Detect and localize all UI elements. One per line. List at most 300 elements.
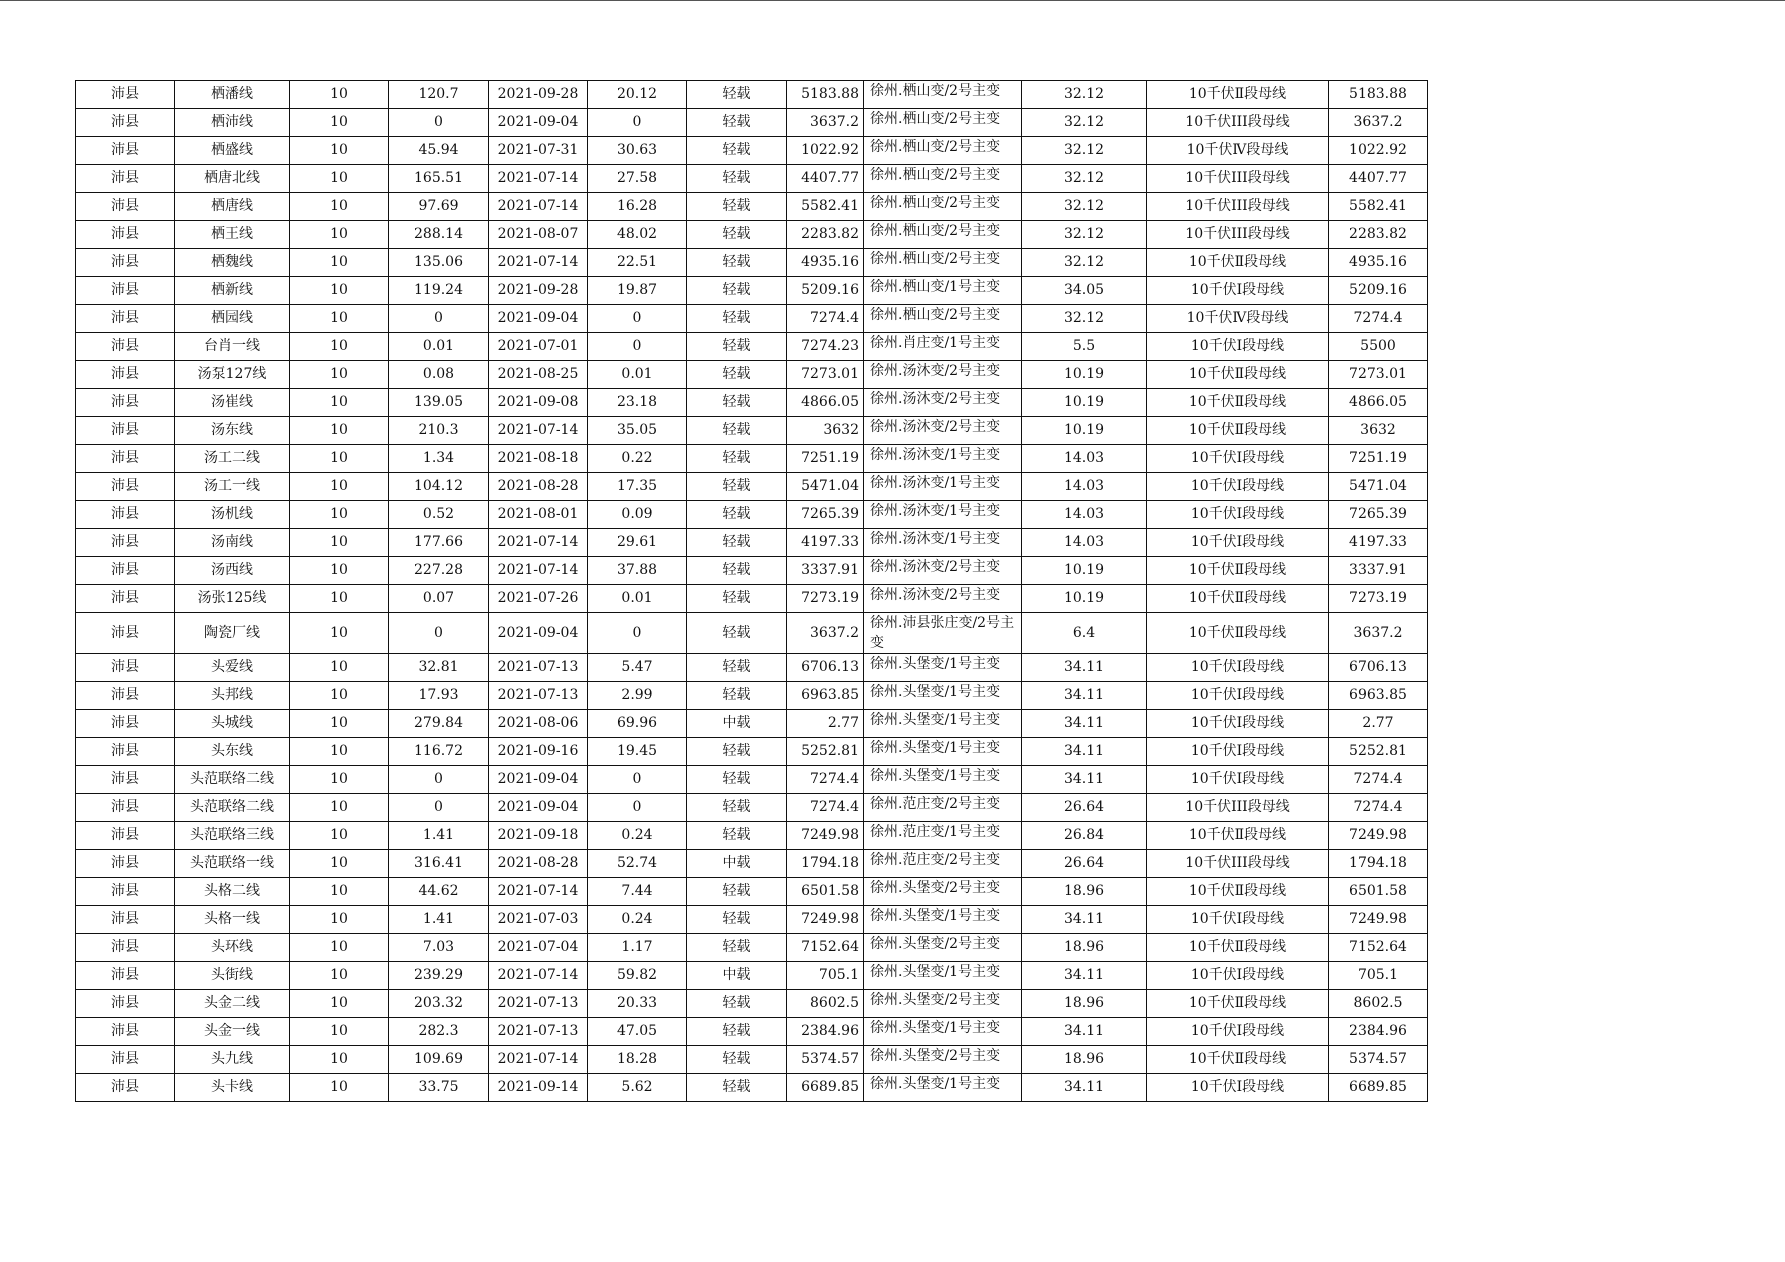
cell-voltage: 10 <box>290 613 389 654</box>
cell-current: 116.72 <box>389 738 489 766</box>
cell-date: 2021-08-25 <box>489 361 588 389</box>
cell-load-status: 轻载 <box>687 333 787 361</box>
cell-available-capacity: 4407.77 <box>1329 165 1428 193</box>
cell-substation: 徐州.栖山变/2号主变 <box>864 249 1022 277</box>
cell-date: 2021-07-04 <box>489 934 588 962</box>
cell-main-transformer-load: 32.12 <box>1022 221 1147 249</box>
cell-voltage: 10 <box>290 361 389 389</box>
cell-bus-section: 10千伏Ⅰ段母线 <box>1147 710 1329 738</box>
cell-date: 2021-07-14 <box>489 878 588 906</box>
cell-capacity: 7274.4 <box>787 305 864 333</box>
cell-load-status: 轻载 <box>687 934 787 962</box>
cell-load-status: 轻载 <box>687 682 787 710</box>
cell-current: 33.75 <box>389 1074 489 1102</box>
cell-voltage: 10 <box>290 585 389 613</box>
cell-available-capacity: 7273.19 <box>1329 585 1428 613</box>
cell-date: 2021-09-04 <box>489 613 588 654</box>
cell-main-transformer-load: 32.12 <box>1022 193 1147 221</box>
cell-bus-section: 10千伏III段母线 <box>1147 109 1329 137</box>
cell-voltage: 10 <box>290 277 389 305</box>
cell-voltage: 10 <box>290 445 389 473</box>
cell-substation: 徐州.头堡变/2号主变 <box>864 990 1022 1018</box>
cell-load-rate: 0 <box>588 333 687 361</box>
cell-substation: 徐州.汤沐变/2号主变 <box>864 585 1022 613</box>
cell-voltage: 10 <box>290 794 389 822</box>
cell-bus-section: 10千伏Ⅰ段母线 <box>1147 1018 1329 1046</box>
cell-substation: 徐州.栖山变/2号主变 <box>864 137 1022 165</box>
cell-current: 120.7 <box>389 81 489 109</box>
table-row <box>76 990 1428 1018</box>
cell-county: 沛县 <box>76 557 175 585</box>
cell-date: 2021-07-13 <box>489 654 588 682</box>
cell-county: 沛县 <box>76 1074 175 1102</box>
cell-available-capacity: 7274.4 <box>1329 766 1428 794</box>
cell-capacity: 8602.5 <box>787 990 864 1018</box>
cell-substation: 徐州.头堡变/2号主变 <box>864 878 1022 906</box>
cell-county: 沛县 <box>76 473 175 501</box>
cell-date: 2021-07-14 <box>489 1046 588 1074</box>
cell-voltage: 10 <box>290 333 389 361</box>
cell-load-rate: 27.58 <box>588 165 687 193</box>
cell-bus-section: 10千伏III段母线 <box>1147 221 1329 249</box>
cell-available-capacity: 6706.13 <box>1329 654 1428 682</box>
cell-date: 2021-07-26 <box>489 585 588 613</box>
cell-main-transformer-load: 10.19 <box>1022 585 1147 613</box>
cell-county: 沛县 <box>76 613 175 654</box>
cell-capacity: 7274.23 <box>787 333 864 361</box>
cell-load-status: 轻载 <box>687 445 787 473</box>
cell-current: 0.01 <box>389 333 489 361</box>
cell-load-rate: 2.99 <box>588 682 687 710</box>
table-row <box>76 962 1428 990</box>
cell-capacity: 705.1 <box>787 962 864 990</box>
cell-date: 2021-09-14 <box>489 1074 588 1102</box>
cell-date: 2021-09-28 <box>489 277 588 305</box>
cell-current: 165.51 <box>389 165 489 193</box>
cell-substation: 徐州.头堡变/1号主变 <box>864 962 1022 990</box>
cell-county: 沛县 <box>76 934 175 962</box>
cell-date: 2021-08-28 <box>489 850 588 878</box>
cell-date: 2021-09-16 <box>489 738 588 766</box>
table-row <box>76 361 1428 389</box>
cell-load-rate: 0.24 <box>588 906 687 934</box>
cell-capacity: 3637.2 <box>787 109 864 137</box>
cell-current: 0 <box>389 109 489 137</box>
cell-line-name: 汤崔线 <box>175 389 290 417</box>
table-row <box>76 305 1428 333</box>
cell-voltage: 10 <box>290 165 389 193</box>
cell-line-name: 栖园线 <box>175 305 290 333</box>
table-row <box>76 794 1428 822</box>
cell-bus-section: 10千伏Ⅱ段母线 <box>1147 417 1329 445</box>
cell-capacity: 7265.39 <box>787 501 864 529</box>
cell-county: 沛县 <box>76 878 175 906</box>
cell-capacity: 3337.91 <box>787 557 864 585</box>
cell-main-transformer-load: 18.96 <box>1022 934 1147 962</box>
cell-line-name: 汤西线 <box>175 557 290 585</box>
cell-voltage: 10 <box>290 221 389 249</box>
table-row <box>76 473 1428 501</box>
cell-substation: 徐州.汤沐变/1号主变 <box>864 473 1022 501</box>
cell-load-status: 轻载 <box>687 794 787 822</box>
cell-bus-section: 10千伏Ⅱ段母线 <box>1147 81 1329 109</box>
cell-substation: 徐州.沛县张庄变/2号主变 <box>864 613 1022 654</box>
cell-line-name: 头九线 <box>175 1046 290 1074</box>
cell-available-capacity: 705.1 <box>1329 962 1428 990</box>
cell-available-capacity: 1022.92 <box>1329 137 1428 165</box>
cell-load-status: 轻载 <box>687 473 787 501</box>
cell-load-status: 轻载 <box>687 585 787 613</box>
cell-bus-section: 10千伏Ⅰ段母线 <box>1147 906 1329 934</box>
cell-voltage: 10 <box>290 557 389 585</box>
cell-line-name: 栖魏线 <box>175 249 290 277</box>
cell-county: 沛县 <box>76 962 175 990</box>
cell-bus-section: 10千伏Ⅱ段母线 <box>1147 878 1329 906</box>
table-row <box>76 501 1428 529</box>
cell-substation: 徐州.栖山变/1号主变 <box>864 277 1022 305</box>
cell-line-name: 栖唐线 <box>175 193 290 221</box>
cell-current: 97.69 <box>389 193 489 221</box>
cell-load-status: 中载 <box>687 850 787 878</box>
cell-line-name: 头东线 <box>175 738 290 766</box>
cell-bus-section: 10千伏Ⅰ段母线 <box>1147 333 1329 361</box>
cell-current: 239.29 <box>389 962 489 990</box>
cell-load-rate: 5.62 <box>588 1074 687 1102</box>
cell-voltage: 10 <box>290 389 389 417</box>
cell-date: 2021-07-14 <box>489 962 588 990</box>
cell-load-status: 轻载 <box>687 1046 787 1074</box>
cell-main-transformer-load: 34.11 <box>1022 710 1147 738</box>
cell-load-rate: 0.24 <box>588 822 687 850</box>
cell-line-name: 汤工一线 <box>175 473 290 501</box>
cell-current: 1.34 <box>389 445 489 473</box>
cell-load-status: 中载 <box>687 710 787 738</box>
cell-line-name: 头范联络三线 <box>175 822 290 850</box>
cell-voltage: 10 <box>290 962 389 990</box>
cell-load-status: 轻载 <box>687 165 787 193</box>
cell-county: 沛县 <box>76 990 175 1018</box>
cell-load-rate: 0 <box>588 109 687 137</box>
cell-main-transformer-load: 32.12 <box>1022 137 1147 165</box>
cell-substation: 徐州.头堡变/1号主变 <box>864 654 1022 682</box>
cell-current: 1.41 <box>389 906 489 934</box>
cell-load-rate: 30.63 <box>588 137 687 165</box>
cell-substation: 徐州.栖山变/2号主变 <box>864 221 1022 249</box>
cell-county: 沛县 <box>76 417 175 445</box>
cell-capacity: 7273.19 <box>787 585 864 613</box>
cell-current: 0 <box>389 305 489 333</box>
cell-date: 2021-08-28 <box>489 473 588 501</box>
cell-load-status: 轻载 <box>687 221 787 249</box>
cell-capacity: 7152.64 <box>787 934 864 962</box>
cell-load-status: 轻载 <box>687 81 787 109</box>
cell-available-capacity: 5582.41 <box>1329 193 1428 221</box>
cell-capacity: 1794.18 <box>787 850 864 878</box>
table-row <box>76 850 1428 878</box>
cell-load-status: 轻载 <box>687 305 787 333</box>
cell-date: 2021-07-14 <box>489 193 588 221</box>
cell-county: 沛县 <box>76 682 175 710</box>
cell-date: 2021-07-14 <box>489 417 588 445</box>
cell-bus-section: 10千伏Ⅱ段母线 <box>1147 361 1329 389</box>
cell-bus-section: 10千伏Ⅱ段母线 <box>1147 585 1329 613</box>
cell-voltage: 10 <box>290 1074 389 1102</box>
cell-main-transformer-load: 34.11 <box>1022 962 1147 990</box>
cell-county: 沛县 <box>76 165 175 193</box>
cell-capacity: 7249.98 <box>787 906 864 934</box>
cell-capacity: 2283.82 <box>787 221 864 249</box>
cell-bus-section: 10千伏III段母线 <box>1147 165 1329 193</box>
table-row <box>76 1074 1428 1102</box>
cell-available-capacity: 1794.18 <box>1329 850 1428 878</box>
cell-capacity: 7251.19 <box>787 445 864 473</box>
cell-line-name: 头金二线 <box>175 990 290 1018</box>
cell-line-name: 汤南线 <box>175 529 290 557</box>
cell-capacity: 2384.96 <box>787 1018 864 1046</box>
cell-main-transformer-load: 34.11 <box>1022 1074 1147 1102</box>
cell-date: 2021-07-14 <box>489 249 588 277</box>
table-row <box>76 193 1428 221</box>
cell-substation: 徐州.汤沐变/2号主变 <box>864 361 1022 389</box>
cell-bus-section: 10千伏Ⅰ段母线 <box>1147 445 1329 473</box>
cell-load-status: 轻载 <box>687 1074 787 1102</box>
cell-load-rate: 1.17 <box>588 934 687 962</box>
cell-load-rate: 20.33 <box>588 990 687 1018</box>
cell-bus-section: 10千伏Ⅳ段母线 <box>1147 305 1329 333</box>
cell-county: 沛县 <box>76 81 175 109</box>
cell-county: 沛县 <box>76 137 175 165</box>
cell-capacity: 4407.77 <box>787 165 864 193</box>
table-row <box>76 109 1428 137</box>
cell-county: 沛县 <box>76 361 175 389</box>
cell-available-capacity: 5183.88 <box>1329 81 1428 109</box>
cell-line-name: 头格二线 <box>175 878 290 906</box>
cell-date: 2021-09-04 <box>489 766 588 794</box>
cell-bus-section: 10千伏Ⅱ段母线 <box>1147 1046 1329 1074</box>
cell-capacity: 4935.16 <box>787 249 864 277</box>
cell-substation: 徐州.头堡变/1号主变 <box>864 766 1022 794</box>
cell-load-rate: 35.05 <box>588 417 687 445</box>
cell-capacity: 5582.41 <box>787 193 864 221</box>
table-row <box>76 654 1428 682</box>
cell-substation: 徐州.汤沐变/2号主变 <box>864 417 1022 445</box>
cell-voltage: 10 <box>290 878 389 906</box>
cell-line-name: 头金一线 <box>175 1018 290 1046</box>
cell-load-status: 轻载 <box>687 417 787 445</box>
cell-county: 沛县 <box>76 710 175 738</box>
table-row <box>76 766 1428 794</box>
cell-available-capacity: 6963.85 <box>1329 682 1428 710</box>
cell-current: 288.14 <box>389 221 489 249</box>
cell-bus-section: 10千伏Ⅱ段母线 <box>1147 249 1329 277</box>
table-row <box>76 710 1428 738</box>
cell-date: 2021-08-01 <box>489 501 588 529</box>
cell-substation: 徐州.栖山变/2号主变 <box>864 109 1022 137</box>
cell-available-capacity: 7152.64 <box>1329 934 1428 962</box>
cell-county: 沛县 <box>76 445 175 473</box>
cell-substation: 徐州.汤沐变/1号主变 <box>864 529 1022 557</box>
cell-current: 1.41 <box>389 822 489 850</box>
cell-capacity: 5252.81 <box>787 738 864 766</box>
cell-substation: 徐州.汤沐变/2号主变 <box>864 557 1022 585</box>
cell-available-capacity: 7249.98 <box>1329 906 1428 934</box>
cell-voltage: 10 <box>290 473 389 501</box>
cell-load-rate: 0 <box>588 794 687 822</box>
table-body <box>76 81 1428 1102</box>
cell-line-name: 栖王线 <box>175 221 290 249</box>
cell-current: 109.69 <box>389 1046 489 1074</box>
cell-substation: 徐州.头堡变/1号主变 <box>864 1018 1022 1046</box>
cell-county: 沛县 <box>76 738 175 766</box>
cell-voltage: 10 <box>290 193 389 221</box>
cell-date: 2021-07-14 <box>489 165 588 193</box>
cell-line-name: 栖潘线 <box>175 81 290 109</box>
cell-substation: 徐州.汤沐变/1号主变 <box>864 445 1022 473</box>
cell-line-name: 栖盛线 <box>175 137 290 165</box>
cell-substation: 徐州.头堡变/1号主变 <box>864 710 1022 738</box>
cell-load-rate: 0.01 <box>588 361 687 389</box>
cell-available-capacity: 5471.04 <box>1329 473 1428 501</box>
cell-load-rate: 16.28 <box>588 193 687 221</box>
cell-line-name: 陶瓷厂线 <box>175 613 290 654</box>
cell-date: 2021-07-13 <box>489 682 588 710</box>
cell-voltage: 10 <box>290 822 389 850</box>
cell-load-rate: 0.09 <box>588 501 687 529</box>
cell-current: 44.62 <box>389 878 489 906</box>
cell-load-status: 中载 <box>687 962 787 990</box>
cell-capacity: 5374.57 <box>787 1046 864 1074</box>
cell-capacity: 5471.04 <box>787 473 864 501</box>
cell-voltage: 10 <box>290 529 389 557</box>
cell-load-rate: 0.22 <box>588 445 687 473</box>
cell-bus-section: 10千伏Ⅰ段母线 <box>1147 738 1329 766</box>
cell-load-status: 轻载 <box>687 277 787 305</box>
cell-load-rate: 18.28 <box>588 1046 687 1074</box>
cell-line-name: 汤工二线 <box>175 445 290 473</box>
cell-county: 沛县 <box>76 277 175 305</box>
table-row <box>76 445 1428 473</box>
cell-line-name: 头范联络二线 <box>175 766 290 794</box>
cell-voltage: 10 <box>290 710 389 738</box>
cell-main-transformer-load: 14.03 <box>1022 529 1147 557</box>
cell-current: 279.84 <box>389 710 489 738</box>
cell-available-capacity: 7251.19 <box>1329 445 1428 473</box>
cell-load-rate: 17.35 <box>588 473 687 501</box>
cell-county: 沛县 <box>76 766 175 794</box>
cell-capacity: 4866.05 <box>787 389 864 417</box>
cell-available-capacity: 3337.91 <box>1329 557 1428 585</box>
cell-bus-section: 10千伏Ⅰ段母线 <box>1147 962 1329 990</box>
cell-capacity: 7274.4 <box>787 766 864 794</box>
table-row <box>76 1018 1428 1046</box>
cell-county: 沛县 <box>76 654 175 682</box>
cell-main-transformer-load: 34.05 <box>1022 277 1147 305</box>
cell-load-rate: 20.12 <box>588 81 687 109</box>
cell-bus-section: 10千伏Ⅱ段母线 <box>1147 822 1329 850</box>
cell-substation: 徐州.头堡变/2号主变 <box>864 1046 1022 1074</box>
cell-line-name: 头格一线 <box>175 906 290 934</box>
cell-line-name: 栖唐北线 <box>175 165 290 193</box>
cell-main-transformer-load: 34.11 <box>1022 906 1147 934</box>
cell-main-transformer-load: 34.11 <box>1022 654 1147 682</box>
cell-current: 227.28 <box>389 557 489 585</box>
table-row <box>76 221 1428 249</box>
cell-main-transformer-load: 14.03 <box>1022 473 1147 501</box>
cell-load-rate: 19.45 <box>588 738 687 766</box>
cell-main-transformer-load: 18.96 <box>1022 990 1147 1018</box>
cell-county: 沛县 <box>76 1018 175 1046</box>
cell-capacity: 5183.88 <box>787 81 864 109</box>
cell-main-transformer-load: 32.12 <box>1022 109 1147 137</box>
cell-substation: 徐州.头堡变/1号主变 <box>864 906 1022 934</box>
cell-load-status: 轻载 <box>687 654 787 682</box>
cell-county: 沛县 <box>76 529 175 557</box>
cell-load-rate: 69.96 <box>588 710 687 738</box>
cell-line-name: 台肖一线 <box>175 333 290 361</box>
cell-line-name: 头范联络二线 <box>175 794 290 822</box>
cell-line-name: 汤张125线 <box>175 585 290 613</box>
cell-line-name: 头环线 <box>175 934 290 962</box>
cell-load-status: 轻载 <box>687 766 787 794</box>
cell-voltage: 10 <box>290 906 389 934</box>
table-row <box>76 682 1428 710</box>
cell-county: 沛县 <box>76 1046 175 1074</box>
table-row <box>76 738 1428 766</box>
cell-capacity: 2.77 <box>787 710 864 738</box>
cell-main-transformer-load: 32.12 <box>1022 249 1147 277</box>
table-row <box>76 137 1428 165</box>
cell-load-status: 轻载 <box>687 613 787 654</box>
cell-available-capacity: 5252.81 <box>1329 738 1428 766</box>
cell-load-status: 轻载 <box>687 137 787 165</box>
cell-main-transformer-load: 34.11 <box>1022 682 1147 710</box>
cell-substation: 徐州.头堡变/2号主变 <box>864 934 1022 962</box>
cell-load-status: 轻载 <box>687 193 787 221</box>
cell-load-status: 轻载 <box>687 1018 787 1046</box>
cell-current: 316.41 <box>389 850 489 878</box>
cell-current: 0 <box>389 613 489 654</box>
cell-substation: 徐州.栖山变/2号主变 <box>864 193 1022 221</box>
cell-voltage: 10 <box>290 850 389 878</box>
cell-date: 2021-07-03 <box>489 906 588 934</box>
cell-bus-section: 10千伏Ⅳ段母线 <box>1147 137 1329 165</box>
page-top-border <box>0 0 1785 1</box>
table-row <box>76 249 1428 277</box>
cell-available-capacity: 5209.16 <box>1329 277 1428 305</box>
cell-load-rate: 0 <box>588 766 687 794</box>
cell-current: 17.93 <box>389 682 489 710</box>
cell-date: 2021-09-18 <box>489 822 588 850</box>
cell-voltage: 10 <box>290 501 389 529</box>
cell-bus-section: 10千伏Ⅱ段母线 <box>1147 934 1329 962</box>
cell-main-transformer-load: 14.03 <box>1022 501 1147 529</box>
cell-current: 104.12 <box>389 473 489 501</box>
cell-substation: 徐州.栖山变/2号主变 <box>864 81 1022 109</box>
cell-bus-section: 10千伏Ⅰ段母线 <box>1147 473 1329 501</box>
cell-available-capacity: 7274.4 <box>1329 305 1428 333</box>
cell-capacity: 6706.13 <box>787 654 864 682</box>
cell-voltage: 10 <box>290 249 389 277</box>
cell-line-name: 汤东线 <box>175 417 290 445</box>
cell-current: 0 <box>389 766 489 794</box>
table-row <box>76 333 1428 361</box>
cell-main-transformer-load: 26.64 <box>1022 850 1147 878</box>
cell-available-capacity: 7249.98 <box>1329 822 1428 850</box>
cell-capacity: 1022.92 <box>787 137 864 165</box>
table-row <box>76 165 1428 193</box>
cell-capacity: 7249.98 <box>787 822 864 850</box>
cell-load-status: 轻载 <box>687 738 787 766</box>
